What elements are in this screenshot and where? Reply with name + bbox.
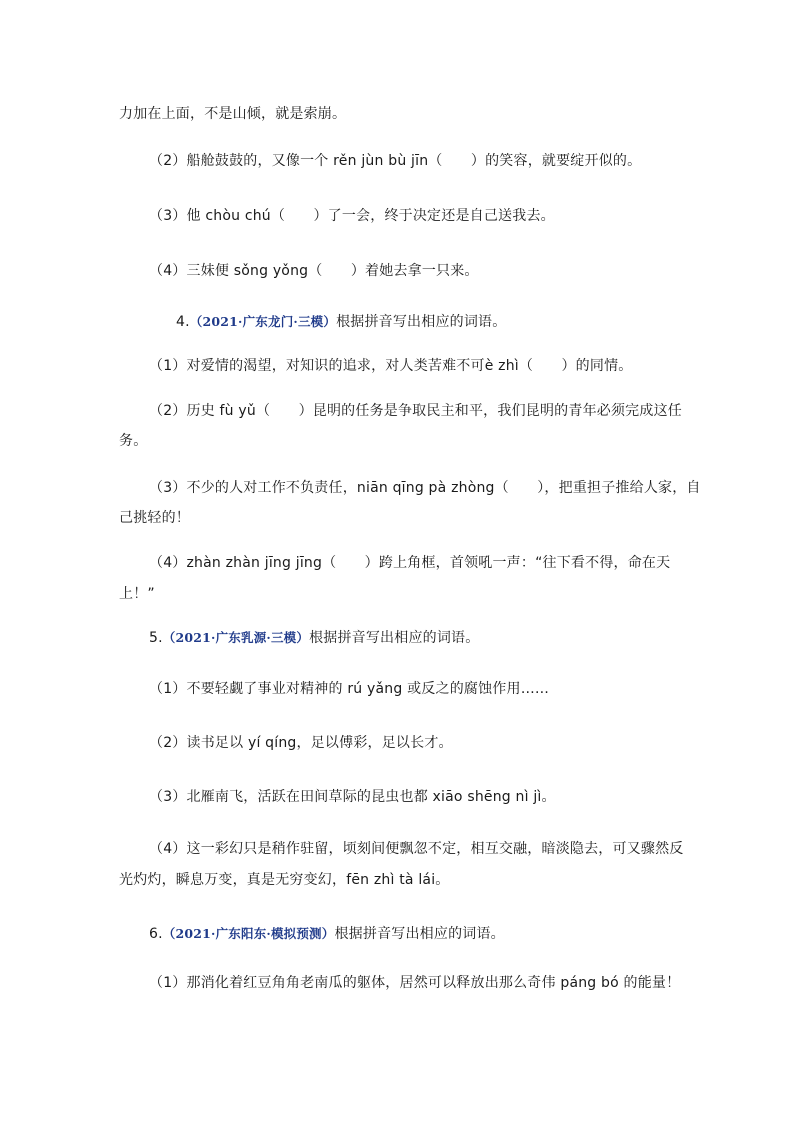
text-line: 力加在上面，不是山倾，就是索崩。 bbox=[119, 106, 347, 122]
question-item-continued: 上！” bbox=[119, 586, 155, 602]
question-item-continued: 己挑轻的！ bbox=[119, 510, 190, 526]
question-heading-5 bbox=[149, 628, 479, 648]
question-item: （1）对爱情的渴望，对知识的追求，对人类苦难不可è zhì（ ）的同情。 bbox=[149, 358, 633, 374]
question-item-continued: 光灼灼，瞬息万变，真是无穷变幻，fēn zhì tà lái。 bbox=[119, 872, 450, 888]
question-instruction: 根据拼音写出相应的词语。 bbox=[334, 926, 505, 942]
question-source: （2021·广东乳源·三模） bbox=[162, 630, 310, 645]
question-source: （2021·广东阳东·模拟预测） bbox=[162, 926, 335, 941]
question-item: （3）北雁南飞，活跃在田间草际的昆虫也都 xiāo shēng nì jì。 bbox=[149, 789, 556, 805]
question-heading-4 bbox=[176, 312, 506, 332]
question-item: （3）他 chòu chú（ ）了一会，终于决定还是自己送我去。 bbox=[149, 208, 555, 224]
question-item: （2）读书足以 yí qíng，足以傅彩，足以长才。 bbox=[149, 735, 453, 751]
question-item: （4）三妹便 sǒng yǒng（ ）着她去拿一只来。 bbox=[149, 263, 479, 279]
question-source: （2021·广东龙门·三模） bbox=[189, 314, 337, 329]
question-instruction: 根据拼音写出相应的词语。 bbox=[309, 630, 480, 646]
question-number: 5. bbox=[149, 630, 163, 646]
question-item-continued: 务。 bbox=[119, 433, 148, 449]
question-item: （1）不要轻觑了事业对精神的 rú yǎng 或反之的腐蚀作用…… bbox=[149, 681, 550, 697]
question-item: （4）zhàn zhàn jīng jīng（ ）跨上角框，首领吼一声：“往下看不得，命在天 bbox=[149, 555, 671, 571]
question-item: （2）历史 fù yǔ（ ）昆明的任务是争取民主和平，我们昆明的青年必须完成这任 bbox=[149, 403, 682, 419]
question-heading-6 bbox=[149, 924, 505, 944]
question-number: 4. bbox=[176, 314, 190, 330]
question-item: （1）那消化着红豆角角老南瓜的躯体，居然可以释放出那么奇伟 páng bó 的能量！ bbox=[149, 975, 681, 991]
question-item: （4）这一彩幻只是稍作驻留，顷刻间便飘忽不定，相互交融，暗淡隐去，可又骤然反 bbox=[149, 841, 684, 857]
question-item: （3）不少的人对工作不负责任，niān qīng pà zhòng（ ），把重担子推给人家，自 bbox=[149, 480, 701, 496]
question-item: （2）船舱鼓鼓的，又像一个 rěn jùn bù jīn（ ）的笑容，就要绽开似的。 bbox=[149, 153, 642, 169]
question-number: 6. bbox=[149, 926, 163, 942]
question-instruction: 根据拼音写出相应的词语。 bbox=[336, 314, 507, 330]
